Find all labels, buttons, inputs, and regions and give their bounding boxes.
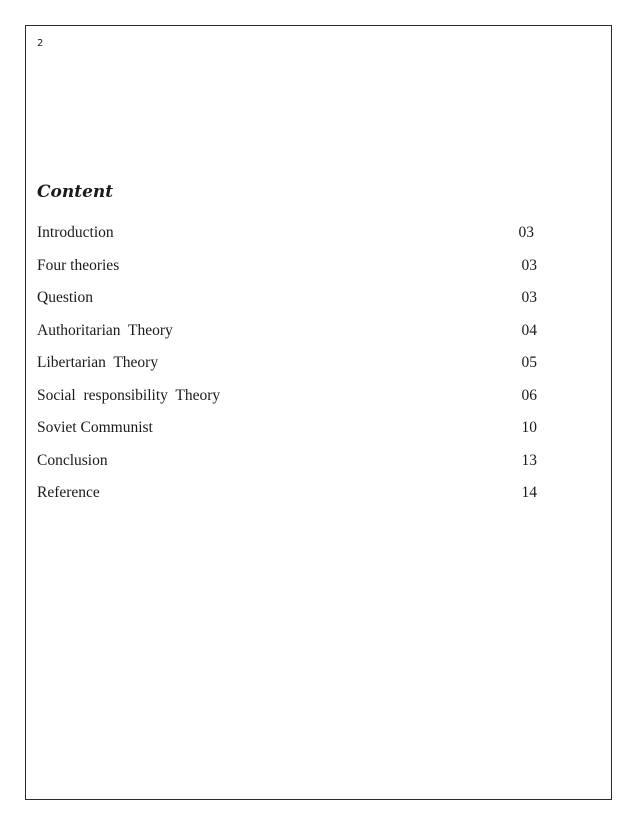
toc-entry-reference — [37, 484, 537, 517]
page-number: 2 — [37, 38, 44, 49]
toc-entry-authoritarian-theory — [37, 322, 537, 355]
toc-entry-page: 03 — [521, 256, 537, 274]
toc-heading: Content — [37, 182, 114, 202]
toc-entry-introduction — [37, 224, 537, 257]
toc-entry-title: Reference — [37, 484, 100, 501]
toc-entry-question — [37, 289, 537, 322]
toc-entry-page: 10 — [521, 419, 537, 436]
toc-entry-title: Soviet Communist — [37, 419, 153, 436]
toc-entry-title: Social responsibility Theory — [37, 386, 221, 404]
toc-entry-page: 06 — [521, 386, 537, 404]
toc-entry-title: Authoritarian Theory — [37, 321, 173, 339]
toc-entry-page: 03 — [521, 289, 537, 306]
toc-entry-title: Introduction — [37, 224, 114, 241]
toc-entry-title: Libertarian Theory — [37, 354, 159, 371]
toc-entry-page: 04 — [521, 321, 537, 339]
toc-entry-four-theories — [37, 257, 537, 290]
toc-entry-page: 03 — [518, 224, 534, 241]
toc-entry-page: 14 — [521, 484, 537, 501]
toc-entry-page: 13 — [521, 451, 537, 469]
toc-entry-libertarian-theory — [37, 354, 537, 387]
toc-entry-conclusion — [37, 452, 537, 485]
toc-entry-title: Conclusion — [37, 451, 108, 469]
toc-entry-title: Four theories — [37, 256, 120, 274]
table-of-contents — [37, 224, 537, 517]
toc-entry-soviet-communist — [37, 419, 537, 452]
toc-entry-title: Question — [37, 289, 93, 306]
toc-entry-page: 05 — [521, 354, 537, 371]
toc-entry-social-responsibility-theory — [37, 387, 537, 420]
